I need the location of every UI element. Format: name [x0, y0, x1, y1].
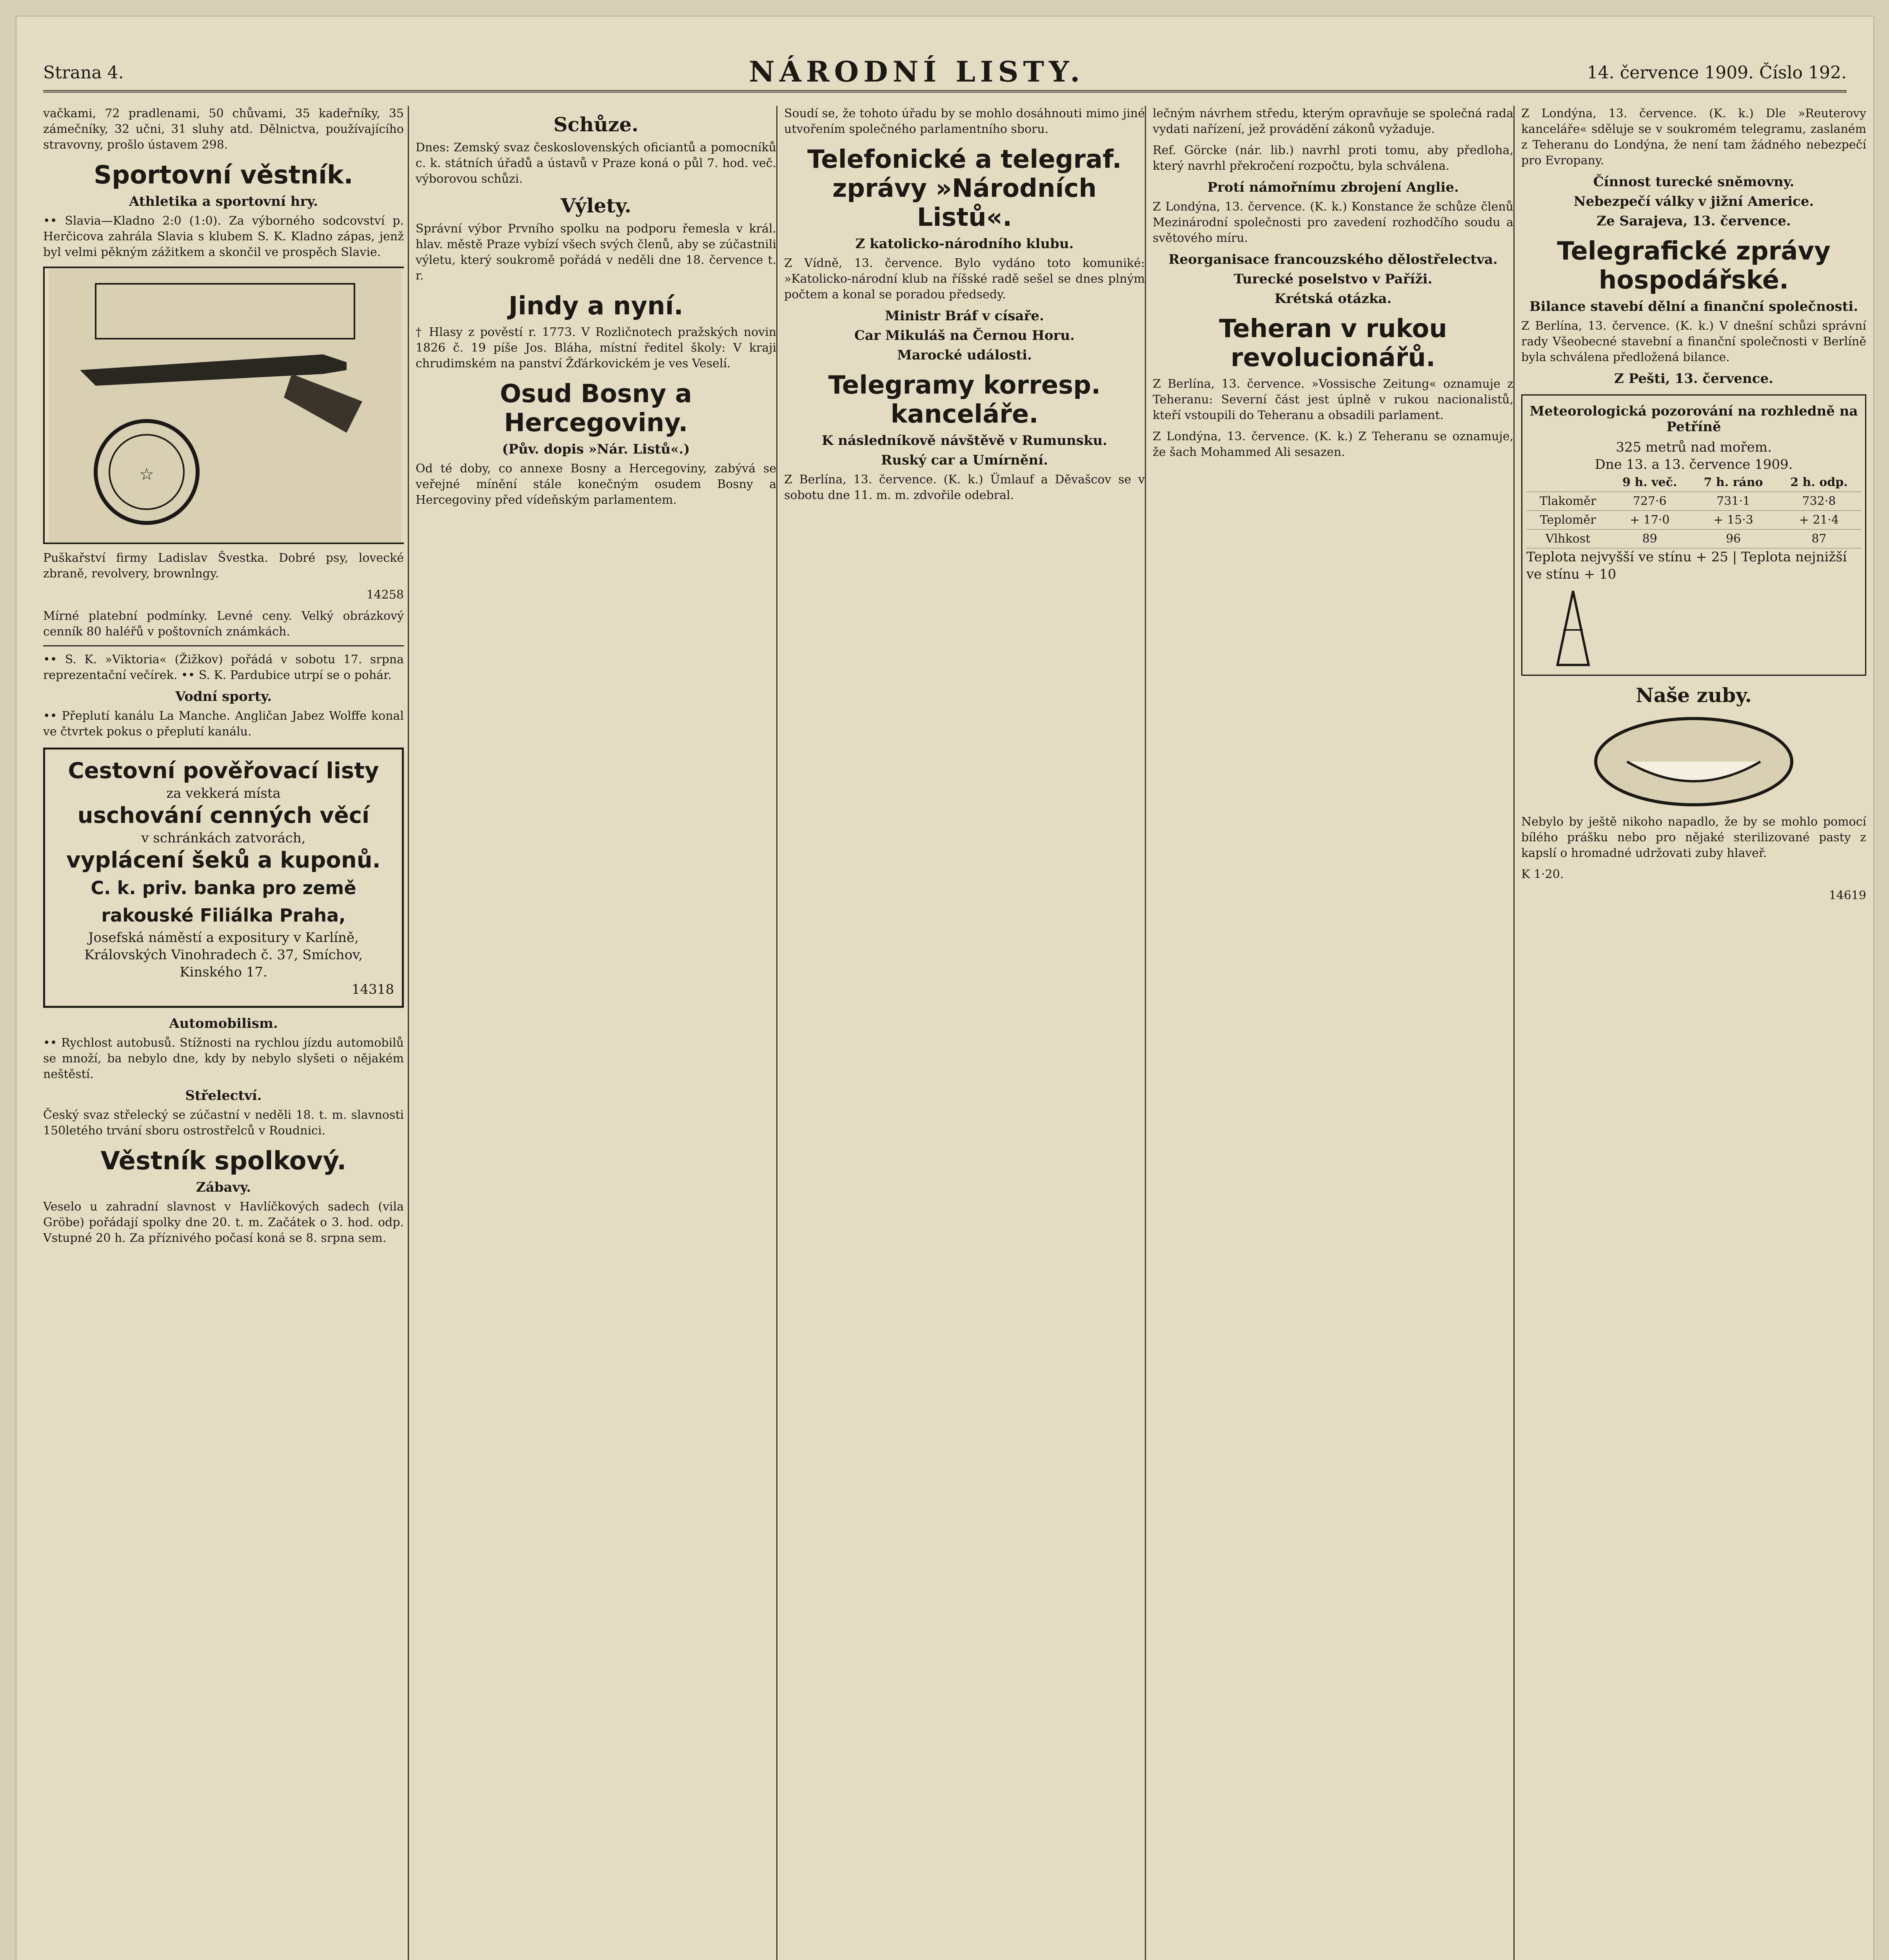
telephone-subheading: Z katolicko-národního klubu. — [855, 236, 1074, 252]
sarajevo-heading: Ze Sarajeva, 13. července. — [1597, 213, 1791, 229]
bank-ad — [43, 748, 404, 1008]
turkish-parliament-heading: Čínnost turecké sněmovny. — [1593, 174, 1795, 190]
auto-text: •• Rychlost autobusů. Stížnosti na rychlou jízdu automobilů se množí, ba nebylo dne, kdy by nebylo slyšeti o nějakém neštěstí. — [43, 1036, 404, 1081]
bosnia-heading: Osud Bosny a Hercegoviny. — [500, 379, 692, 437]
column-separator — [776, 106, 777, 1960]
london-text: Z Londýna, 13. července. (K. k.) Z Teheranu se oznamuje, že šach Mohammed Ali sesazen. — [1153, 430, 1513, 459]
america-heading: Nebezpečí války v jižní Americe. — [1573, 194, 1814, 209]
col4-lead: lečným návrhem středu, kterým opravňuje se společná rada vydati nařízení, jež provádění zákonů vyžaduje. — [1153, 107, 1513, 136]
column-1 — [43, 106, 404, 1960]
divider — [43, 645, 404, 646]
column-4 — [1153, 106, 1513, 1960]
sport-heading: Sportovní věstník. — [94, 161, 353, 190]
bank-ad-title: Cestovní pověřovací listy — [68, 758, 379, 784]
weather-col: 2 h. odp. — [1777, 473, 1861, 492]
sport-text: •• Slavia—Kladno 2:0 (1:0). Za výborného sodcovství p. Herčicova zahrála Slavia s klubem S. K. Kladno zápas, jenž byl velmi pěkným zážitkem a skončil ve prospěch Slavie. — [43, 214, 404, 259]
gun-illustration — [43, 267, 404, 544]
weather-box — [1521, 394, 1866, 676]
newspaper-page — [16, 16, 1874, 1960]
clubs-text: Veselo u zahradní slavnost v Havlíčkových sadech (vila Gröbe) pořádají spolky dne 20. t. m. Začátek o 3. hod. odp. Vstupné 20 h. Za příznivého počasí koná se 8. srpna sem. — [43, 1200, 404, 1245]
telephone-text: Z Vídně, 13. července. Bylo vydáno toto komuniké: »Katolicko-národní klub na říšské radě sešel se dnes plným počtem a konal se poradou předsedy. — [784, 256, 1145, 301]
col4-text: Ref. Görcke (nár. lib.) navrhl proti tomu, aby předloha, který navrhl překročení rozpočtu, byla schválena. — [1153, 143, 1513, 173]
england-heading: Protí námořnímu zbrojení Anglie. — [1207, 180, 1459, 195]
economy-subheading: Bilance stavebí dělní a finanční společnosti. — [1529, 299, 1858, 314]
weather-table — [1526, 473, 1861, 548]
column-3 — [784, 106, 1145, 1960]
clubs-heading: Věstník spolkový. — [100, 1147, 347, 1176]
column-5 — [1521, 106, 1866, 1960]
england-text: Z Londýna, 13. července. (K. k.) Konstance že schůze členů Mezinárodní společnosti pro zavedení rozhodčího soudu a světového míru. — [1153, 200, 1513, 245]
price-text: K 1·20. — [1521, 867, 1564, 881]
trips-heading: Výlety. — [560, 194, 632, 217]
column-separator — [408, 106, 409, 1960]
water-sport-text: •• Přeplutí kanálu La Manche. Angličan Jabez Wolffe konal ve čtvrtek pokus o přeplutí kanálu. — [43, 709, 404, 739]
bank-ad-line5: vyplácení šeků a kuponů. — [66, 848, 381, 873]
paper-title: NÁRODNÍ LISTY. — [749, 55, 1085, 88]
teheran-heading: Teheran v rukou revolucionářů. — [1219, 314, 1447, 372]
weather-date: Dne 13. a 13. července 1909. — [1595, 457, 1793, 472]
bank-ad-line3: uschování cenných věcí — [77, 803, 370, 828]
french-heading: Reorganisace francouzského dělostřelectva. — [1168, 252, 1498, 267]
teeth-heading: Naše zuby. — [1636, 684, 1752, 707]
morocco-heading: Marocké události. — [897, 347, 1032, 363]
sport-subheading: Athletika a sportovní hry. — [129, 194, 318, 209]
club-notes: •• S. K. »Viktoria« (Žižkov) pořádá v sobotu 17. srpna reprezentační večírek. •• S. K. Pardubice utrpí se o pohár. — [43, 653, 404, 682]
bank-ad-line2: za vekkerá místa — [166, 786, 281, 801]
bank-ad-line4: v schránkách zatvorách, — [141, 830, 306, 846]
svg-text:☆: ☆ — [139, 465, 154, 484]
telephone-heading: Telefonické a telegraf. zprávy »Národních Listů«. — [807, 145, 1122, 232]
ad-footer: Mírné platební podmínky. Levné ceny. Velký obrázkový cenník 80 haléřů v poštovních známkách. — [43, 609, 404, 639]
meetings-text: Dnes: Zemský svaz československých oficiantů a pomocníků c. k. státních úřadů a ústavů v Praze koná o půl 7. hod. več. výborovou schůzi. — [416, 141, 776, 186]
russia-heading: Ruský car a Umírnění. — [881, 452, 1048, 468]
bank-ad-line7: Josefská náměstí a expositury v Karlíně, Královských Vinohradech č. 37, Smíchov, Kinského 17. — [84, 930, 363, 980]
then-and-now-heading: Jindy a nyní. — [509, 292, 683, 321]
ad-number: 14258 — [366, 588, 404, 602]
economy-text: Z Berlína, 13. července. (K. k.) V dnešní schůzi správní rady Všeobecné stavební a finanční společnosti v Berlíně byla schválena předložená bilance. — [1521, 319, 1866, 364]
masthead — [43, 47, 1847, 93]
weather-col: 7 h. ráno — [1690, 473, 1777, 492]
weather-heading: Meteorologická pozorování na rozhledně na Petříně — [1529, 403, 1858, 435]
weather-note: Teplota nejvyšší ve stínu + 25 | Teplota nejnižší ve stínu + 10 — [1526, 549, 1847, 582]
issue-date: 14. července 1909. Číslo 192. — [1587, 63, 1847, 83]
bosnia-text: Od té doby, co annexe Bosny a Hercegoviny, zabývá se veřejné mínění stále konečným osudem Bosny a Hercegoviny před vídeňským parlamentem. — [416, 462, 776, 507]
shooting-text: Český svaz střelecký se zúčastní v neděli 18. t. m. slavnosti 150letého trvání sboru ostrostřelců v Roudnici. — [43, 1108, 404, 1138]
bank-ad-code: 14318 — [351, 982, 394, 997]
smile-illustration-icon — [1521, 711, 1866, 813]
minister-heading: Ministr Bráf v císaře. — [885, 308, 1044, 324]
trips-text: Správní výbor Prvního spolku na podporu řemesla v král. hlav. městě Praze vybízí všech svých členů, aby se zúčastnili výletu, který soukromě pořádá v neděli dne 18. července t. r. — [416, 222, 776, 283]
then-and-now-text: † Hlasy z pověstí r. 1773. V Rozličnotech pražských novin 1826 č. 19 píše Jos. Bláha, místní ředitel školy: V kraji chrudimském na panství Žďárkovickém je ves Veselí. — [416, 325, 776, 370]
table-row: Tlakoměr 727·6 731·1 732·8 — [1526, 492, 1861, 511]
teeth-text: Nebylo by ještě nikoho napadlo, že by se mohlo pomocí bílého prášku nebo pro nějaké sterilizované pasty z kapslí o hromadné udržovati zuby hlaveř. — [1521, 815, 1866, 860]
ad-code: 14619 — [1829, 889, 1866, 902]
correspondence-subheading: K následníkově návštěvě v Rumunsku. — [821, 433, 1108, 448]
economy-heading: Telegrafické zprávy hospodářské. — [1557, 237, 1831, 295]
russia-text: Z Berlína, 13. července. (K. k.) Ümlauf a Děvašcov se v sobotu dne 11. m. m. zdvořile odebral. — [784, 473, 1145, 502]
tsar-heading: Car Mikuláš na Černou Horu. — [854, 328, 1075, 343]
auto-heading: Automobilism. — [169, 1016, 278, 1031]
petrin-tower-icon — [1526, 583, 1861, 669]
bank-ad-line6: C. k. priv. banka pro země rakouské Filiálka Praha, — [91, 877, 356, 926]
bosnia-subheading: (Pův. dopis »Nár. Listů«.) — [502, 441, 690, 457]
clubs-subheading: Zábavy. — [196, 1180, 251, 1195]
meetings-heading: Schůze. — [553, 113, 639, 136]
market-heading: Z Pešti, 13. července. — [1614, 371, 1773, 387]
column-separator — [1145, 106, 1146, 1960]
table-row: Teploměr + 17·0 + 15·3 + 21·4 — [1526, 511, 1861, 530]
page-number: Strana 4. — [43, 63, 124, 83]
table-row: Vlhkost 89 96 87 — [1526, 530, 1861, 548]
weather-col-label — [1526, 473, 1609, 492]
intro-text: vačkami, 72 pradlenami, 50 chůvami, 35 kadeřníky, 35 zámečníky, 32 učni, 31 sluhy atd. Dělnictva, používajícího stravovny, prošlo ústavem 298. — [43, 107, 404, 152]
weather-subheading: 325 metrů nad mořem. — [1616, 439, 1772, 455]
column-separator — [1513, 106, 1515, 1960]
weather-col: 9 h. več. — [1609, 473, 1690, 492]
col3-lead: Soudí se, že tohoto úřadu by se mohlo dosáhnouti mimo jiné utvořením společného parlamentního sboru. — [784, 107, 1145, 136]
water-sport-heading: Vodní sporty. — [175, 689, 272, 704]
column-2 — [416, 106, 776, 1960]
teheran-text: Z Berlína, 13. července. »Vossische Zeitung« oznamuje z Teheranu: Severní část jest úplně v rukou nacionalistů, kteří vstoupili do Teheranu a obsadili parlament. — [1153, 377, 1513, 422]
correspondence-heading: Telegramy korresp. kanceláře. — [828, 371, 1101, 429]
col5-lead: Z Londýna, 13. července. (K. k.) Dle »Reuterovy kanceláře« sděluje se v soukromém telegramu, zaslaném z Teheranu do Londýna, že není tam žádného nebezpečí pro Evropany. — [1521, 107, 1866, 167]
turkey-heading: Turecké poselstvo v Paříži. — [1233, 271, 1433, 287]
crete-heading: Krétská otázka. — [1274, 291, 1392, 307]
shooting-heading: Střelectví. — [185, 1088, 262, 1103]
ad-caption: Puškařství firmy Ladislav Švestka. Dobré psy, lovecké zbraně, revolvery, brownlngy. — [43, 551, 404, 581]
